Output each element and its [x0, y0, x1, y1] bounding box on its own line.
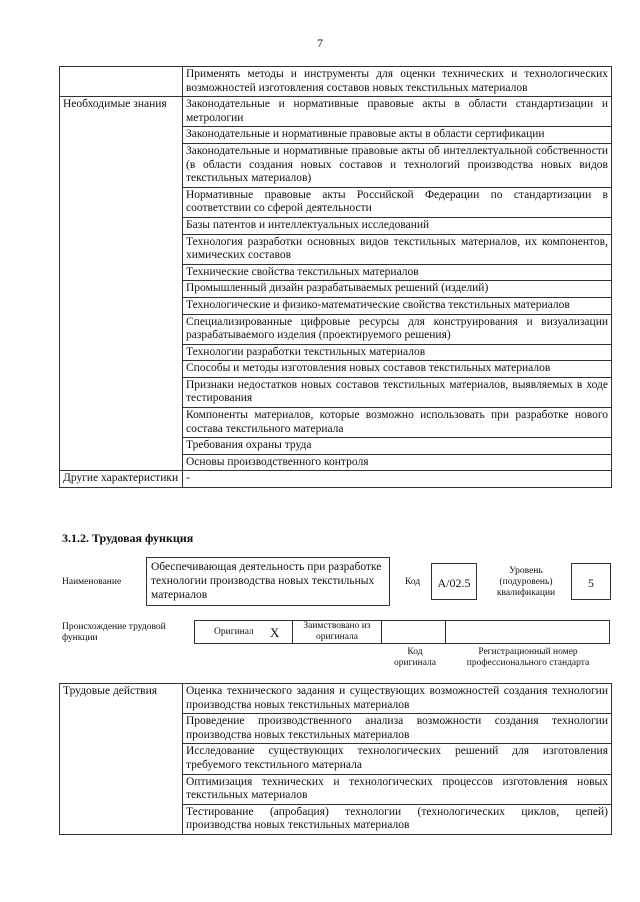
action-cell: Оптимизация технических и технологических процессов изготовления новых текстильных материалов: [183, 774, 612, 804]
knowledge-cell: Законодательные и нормативные правовые акты в области сертификации: [183, 127, 612, 144]
table-row: [60, 67, 612, 97]
code-caption: Код оригинала: [394, 647, 436, 668]
actions-label: Трудовые действия: [60, 684, 183, 835]
knowledge-cell: Основы производственного контроля: [183, 454, 612, 471]
knowledge-cell: Промышленный дизайн разрабатываемых решений (изделий): [183, 281, 612, 298]
section-title: 3.1.2. Трудовая функция: [62, 531, 194, 545]
original-mark: X: [270, 625, 280, 640]
actions-table: [59, 683, 612, 835]
knowledge-cell: Специализированные цифровые ресурсы для конструирования и визуализации разрабатываемого изделия (проектируемого решения): [183, 314, 612, 344]
origin-divider: [381, 620, 382, 644]
action-cell: Проведение производственного анализа возможности создания технологии производства новых текстильных материалов: [183, 714, 612, 744]
table-row: [60, 684, 612, 714]
knowledge-table: [59, 66, 612, 488]
knowledge-cell: Технические свойства текстильных материалов: [183, 264, 612, 281]
origin-label: Происхождение трудовой функции: [62, 622, 166, 643]
action-cell: Исследование существующих технологических решений для изготовления требуемого текстильного материала: [183, 744, 612, 774]
table-row: [60, 97, 612, 127]
knowledge-cell: Законодательные и нормативные правовые акты в области стандартизации и метрологии: [183, 97, 612, 127]
other-characteristics-value: -: [183, 471, 612, 488]
name-label: Наименование: [62, 577, 122, 587]
borrowed-label: Заимствовано из оригинала: [303, 621, 371, 642]
knowledge-cell: Базы патентов и интеллектуальных исследований: [183, 217, 612, 234]
knowledge-cell: Требования охраны труда: [183, 438, 612, 455]
knowledge-cell: Законодательные и нормативные правовые акты об интеллектуальной собственности (в области создания новых составов и технологий производства новых видов текстильных материалов): [183, 143, 612, 187]
page-number: 7: [317, 36, 323, 50]
needed-knowledge-label: Необходимые знания: [60, 97, 183, 471]
knowledge-cell: Технология разработки основных видов текстильных материалов, их компонентов, химических составов: [183, 234, 612, 264]
knowledge-cell: Признаки недостатков новых составов текстильных материалов, выявляемых в ходе тестирования: [183, 377, 612, 407]
qualification-level: 5: [588, 576, 594, 590]
empty-label-cell: [60, 67, 183, 97]
knowledge-cell: Технологические и физико-математические свойства текстильных материалов: [183, 297, 612, 314]
original-label: Оригинал: [214, 627, 254, 637]
origin-divider: [445, 620, 446, 644]
origin-divider: [292, 620, 293, 644]
reg-caption: Регистрационный номер профессионального стандарта: [466, 647, 590, 668]
action-cell: Тестирование (апробация) технологии (технологических циклов, цепей) производства новых текстильных материалов: [183, 804, 612, 834]
skill-cell: Применять методы и инструменты для оценки технических и технологических возможностей изготовления составов новых текстильных материалов: [183, 67, 612, 97]
knowledge-cell: Нормативные правовые акты Российской Федерации по стандартизации в соответствии со сферой деятельности: [183, 187, 612, 217]
knowledge-cell: Компоненты материалов, которые возможно использовать при разработке нового состава текстильного материала: [183, 408, 612, 438]
knowledge-cell: Технологии разработки текстильных материалов: [183, 344, 612, 361]
table-row: [60, 471, 612, 488]
other-characteristics-label: Другие характеристики: [60, 471, 183, 488]
action-cell: Оценка технического задания и существующих возможностей создания технологии производства новых текстильных материалов: [183, 684, 612, 714]
function-name: Обеспечивающая деятельность при разработке технологии производства новых текстильных материалов: [151, 561, 382, 601]
code-label: Код: [405, 577, 421, 587]
origin-box: [194, 620, 610, 644]
level-label: Уровень (подуровень) квалификации: [496, 566, 556, 598]
knowledge-cell: Способы и методы изготовления новых составов текстильных материалов: [183, 361, 612, 378]
function-code: A/02.5: [437, 576, 471, 590]
